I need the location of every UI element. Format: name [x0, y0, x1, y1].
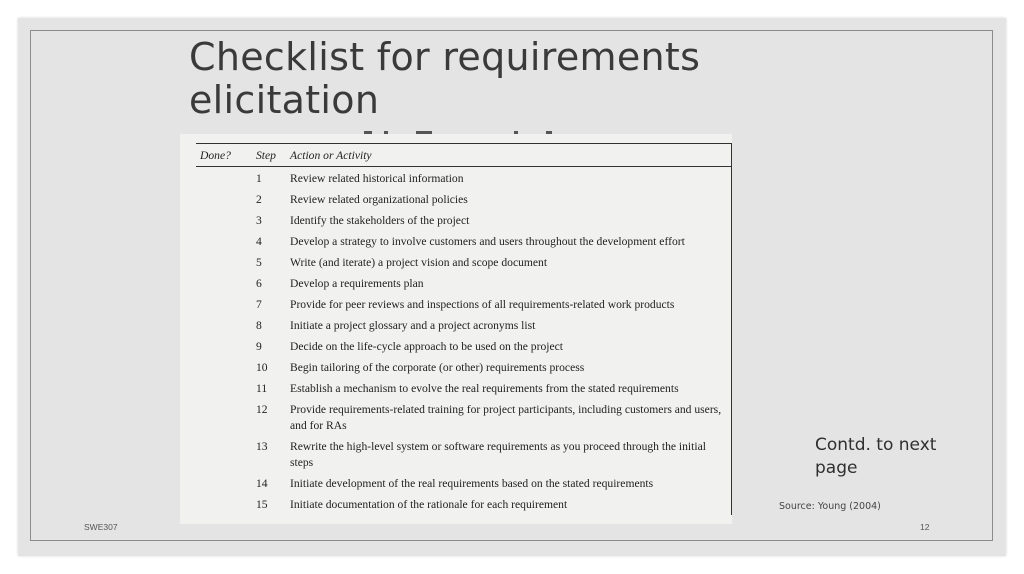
source-citation: Source: Young (2004) — [779, 501, 881, 512]
action-cell: Begin tailoring of the corporate (or other) requirements process — [286, 357, 732, 378]
table-row — [196, 231, 732, 252]
table-row — [196, 167, 732, 190]
note-line-2: page — [815, 458, 858, 478]
done-cell — [196, 336, 242, 357]
action-cell: Review related historical information — [286, 167, 732, 190]
done-cell — [196, 357, 242, 378]
step-cell: 7 — [256, 298, 262, 311]
action-cell: Provide for peer reviews and inspections of all requirements-related work products — [286, 294, 732, 315]
step-cell: 1 — [256, 172, 262, 185]
step-cell: 4 — [256, 235, 262, 248]
action-cell: Provide requirements-related training for project participants, including customers and users, and for RAs — [286, 399, 732, 436]
header-step: Step — [242, 144, 286, 167]
table-row — [196, 210, 732, 231]
step-cell: 8 — [256, 319, 262, 332]
step-cell: 2 — [256, 193, 262, 206]
table-row — [196, 294, 732, 315]
slide — [18, 18, 1006, 556]
step-cell: 5 — [256, 256, 262, 269]
done-cell — [196, 494, 242, 515]
title-line-1: Checklist for requirements — [189, 35, 701, 79]
done-cell — [196, 273, 242, 294]
action-cell: Develop a strategy to involve customers and users throughout the development effort — [286, 231, 732, 252]
step-cell: 6 — [256, 277, 262, 290]
action-cell: Initiate a project glossary and a project acronyms list — [286, 315, 732, 336]
done-cell — [196, 378, 242, 399]
action-cell: Review related organizational policies — [286, 189, 732, 210]
action-cell: Initiate development of the real requirements based on the stated requirements — [286, 473, 732, 494]
header-done: Done? — [196, 144, 242, 167]
table-row — [196, 252, 732, 273]
slide-title — [189, 36, 749, 122]
done-cell — [196, 436, 242, 473]
checklist-image — [180, 134, 732, 524]
done-cell — [196, 231, 242, 252]
note-line-1: Contd. to next — [815, 435, 937, 455]
action-cell: Rewrite the high-level system or software requirements as you proceed through the initial steps — [286, 436, 732, 473]
table-row — [196, 399, 732, 436]
table-row — [196, 473, 732, 494]
step-cell: 3 — [256, 214, 262, 227]
table-row — [196, 336, 732, 357]
step-cell: 12 — [256, 403, 268, 416]
done-cell — [196, 167, 242, 190]
footer-course-code: SWE307 — [84, 522, 118, 532]
done-cell — [196, 189, 242, 210]
step-cell: 13 — [256, 440, 268, 453]
table-row — [196, 315, 732, 336]
step-cell: 14 — [256, 477, 268, 490]
table-row — [196, 436, 732, 473]
header-action: Action or Activity — [286, 144, 732, 167]
table-row — [196, 357, 732, 378]
done-cell — [196, 210, 242, 231]
step-cell: 9 — [256, 340, 262, 353]
table-header-row — [196, 144, 732, 167]
table-row — [196, 494, 732, 515]
action-cell: Decide on the life-cycle approach to be used on the project — [286, 336, 732, 357]
step-cell: 11 — [256, 382, 268, 395]
done-cell — [196, 399, 242, 436]
done-cell — [196, 473, 242, 494]
step-cell: 15 — [256, 498, 268, 511]
table-row — [196, 189, 732, 210]
action-cell: Establish a mechanism to evolve the real requirements from the stated requirements — [286, 378, 732, 399]
done-cell — [196, 294, 242, 315]
action-cell: Initiate documentation of the rationale for each requirement — [286, 494, 732, 515]
table-row — [196, 273, 732, 294]
table-row — [196, 378, 732, 399]
footer-page-number: 12 — [920, 522, 930, 532]
action-cell: Develop a requirements plan — [286, 273, 732, 294]
title-line-2: elicitation — [189, 78, 380, 122]
step-cell: 10 — [256, 361, 268, 374]
action-cell: Write (and iterate) a project vision and scope document — [286, 252, 732, 273]
done-cell — [196, 252, 242, 273]
done-cell — [196, 315, 242, 336]
action-cell: Identify the stakeholders of the project — [286, 210, 732, 231]
checklist-table — [196, 143, 732, 515]
continued-note — [815, 434, 936, 480]
